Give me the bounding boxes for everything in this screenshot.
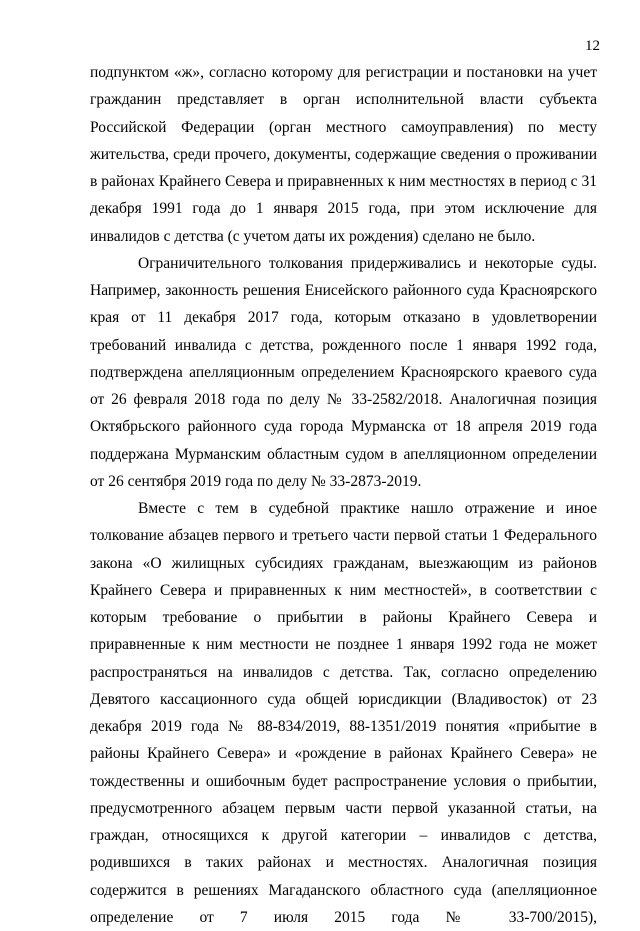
page-number: 12 [585, 38, 600, 54]
paragraph-3: Вместе с тем в судебной практике нашло отражение и иное толкование абзацев первого и третьего части первой статьи 1 Федерального закона «О жилищных субсидиях гражданам, выезжающим из районов Крайнего Севера и приравненных к ним местностей», в соответствии с которым требование о прибытии в районы Крайнего Севера и приравненные к ним местности не позднее 1 января 1992 года не может распространяться на инвалидов с детства. Так, согласно определению Девятого кассационного суда общей юрисдикции (Владивосток) от 23 декабря 2019 года № 88-834/2019, 88-1351/2019 понятия «прибытие в районы Крайнего Севера» и «рождение в районах Крайнего Севера» не тождественны и ошибочным будет распространение условия о прибытии, предусмотренного абзацем первым части первой указанной статьи, на граждан, относящихся к другой категории – инвалидов с детства, родившихся в таких районах и местностях. Аналогичная позиция содержится в решениях Магаданского областного суда (апелляционное определение от 7 июля 2015 года № 33-700/2015), [90, 500, 597, 926]
body-text [90, 59, 597, 931]
paragraph-1: подпунктом «ж», согласно которому для регистрации и постановки на учет гражданин представляет в орган исполнительной власти субъекта Российской Федерации (орган местного самоуправления) по месту жительства, среди прочего, документы, содержащие сведения о проживании в районах Крайнего Севера и приравненных к ним местностях в период с 31 декабря 1991 года до 1 января 2015 года, при этом исключение для инвалидов с детства (с учетом даты их рождения) сделано не было. [90, 64, 597, 245]
paragraph-2: Ограничительного толкования придерживались и некоторые суды. Например, законность решения Енисейского районного суда Красноярского края от 11 декабря 2017 года, которым отказано в удовлетворении требований инвалида с детства, рожденного после 1 января 1992 года, подтверждена апелляционным определением Красноярского краевого суда от 26 февраля 2018 года по делу № 33-2582/2018. Аналогичная позиция Октябрьского районного суда города Мурманска от 18 апреля 2019 года поддержана Мурманским областным судом в апелляционном определении от 26 сентября 2019 года по делу № 33-2873-2019. [90, 254, 597, 490]
